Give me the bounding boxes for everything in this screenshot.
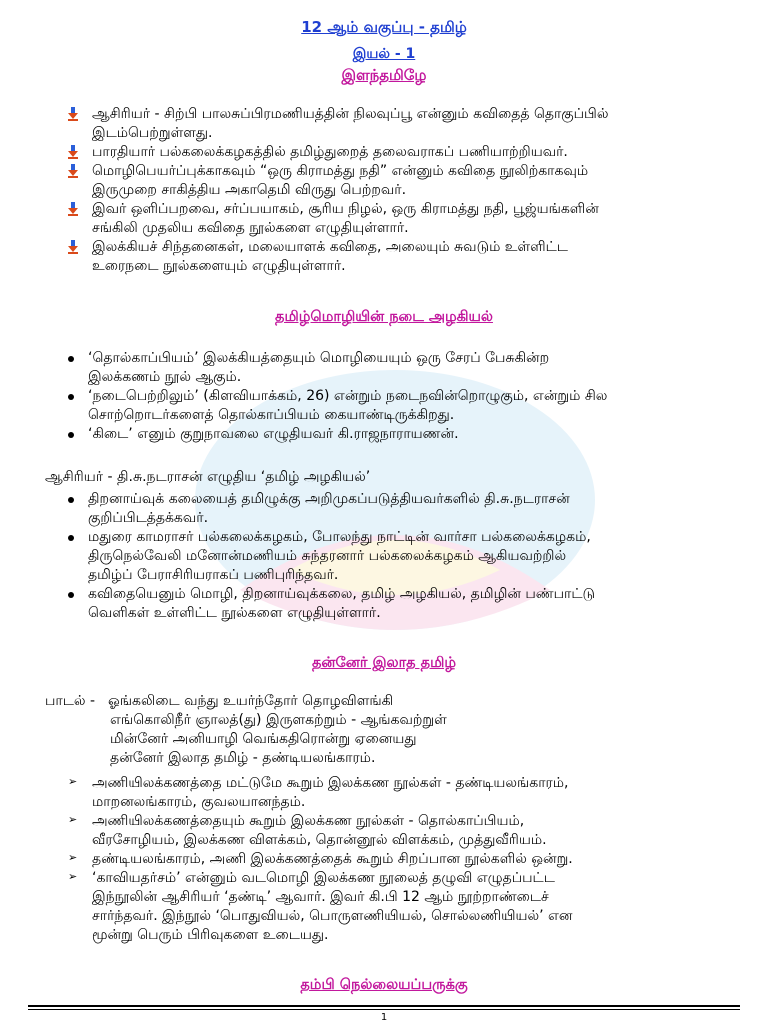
list-item-line: மாறனலங்காரம், குவலயானந்தம். [92, 794, 306, 810]
list-item-line: சார்ந்தவர். இந்நூல் ‘பொதுவியல், பொருளணியியல், சொல்லணியியல்’ என [92, 908, 573, 924]
list-item-line: ‘நடைபெற்றிலும்’ (கிளவியாக்கம், 26) என்றும் நடைநவின்றொழுகும், என்றும் சில [88, 388, 608, 404]
list-item-line: பாரதியார் பல்கலைக்கழகத்தில் தமிழ்துறைத் தலைவராகப் பணியாற்றியவர். [92, 144, 568, 160]
list-item-line: சொற்றொடர்களைத் தொல்காப்பியம் கையாண்டிருக்கிறது. [88, 407, 455, 423]
list-item-line: மொழிபெயர்ப்புக்காகவும் “ஒரு கிராமத்து நதி” என்னும் கவிதை நூலிற்காகவும் [92, 163, 589, 179]
arrow-bullet-icon [68, 240, 78, 254]
dot-bullet-icon [68, 497, 74, 503]
footer-rule-top [28, 1005, 740, 1007]
lesson-title: இளந்தமிழே [341, 66, 427, 84]
list-item-line: அணியிலக்கணத்தையும் கூறும் இலக்கண நூல்கள் - தொல்காப்பியம், [92, 813, 525, 829]
list-item-line: ஆசிரியர் - சிற்பி பாலசுப்பிரமணியத்தின் நிலவுப்பூ என்னும் கவிதைத் தொகுப்பில் [92, 106, 609, 122]
poem-line: எங்கொலிநீர் ஞாலத்(து) இருளகற்றும் - ஆங்கவற்றுள் [110, 712, 447, 728]
arrow-bullet-icon [68, 202, 78, 216]
unit-label: இயல் - 1 [352, 46, 416, 62]
list-item-line: இடம்பெற்றுள்ளது. [92, 125, 213, 141]
poem-line: மின்னேர் அனியாழி வெங்கதிரொன்று ஏனையது [110, 731, 417, 747]
arrowhead-bullet-icon: ➢ [68, 851, 78, 864]
list-item-line: இவர் ஒளிப்பறவை, சர்ப்பயாகம், சூரிய நிழல், ஒரு கிராமத்து நதி, பூஜ்யங்களின் [92, 201, 599, 217]
list-item-line: ‘தொல்காப்பியம்’ இலக்கியத்தையும் மொழியையும் ஒரு சேரப் பேசுகின்ற [88, 350, 550, 366]
list-item-line: திறனாய்வுக் கலையைத் தமிழுக்கு அறிமுகப்படுத்தியவர்களில் தி.சு.நடராசன் [88, 491, 570, 507]
page-number: 1 [380, 1012, 388, 1023]
list-item-line: இந்நூலின் ஆசிரியர் ‘தண்டி’ ஆவார். இவர் கி.பி 12 ஆம் நூற்றாண்டைச் [92, 889, 549, 905]
footer-rule-bottom [28, 1009, 740, 1010]
list-item-line: மதுரை காமராசர் பல்கலைக்கழகம், போலந்து நாட்டின் வார்சா பல்கலைக்கழகம், [88, 529, 591, 545]
list-item-line: குறிப்பிடத்தக்கவர். [88, 510, 209, 526]
list-item-line: வீரசோழியம், இலக்கண விளக்கம், தொன்னூல் விளக்கம், முத்துவீரியம். [92, 832, 547, 848]
author-line: ஆசிரியர் - தி.சு.நடராசன் எழுதிய ‘தமிழ் அழகியல்’ [45, 469, 371, 485]
dot-bullet-icon [68, 356, 74, 362]
dot-bullet-icon [68, 394, 74, 400]
arrowhead-bullet-icon: ➢ [68, 813, 78, 826]
list-item-line: அணியிலக்கணத்தை மட்டுமே கூறும் இலக்கண நூல்கள் - தண்டியலங்காரம், [92, 775, 569, 791]
list-item-line: திருநெல்வேலி மனோன்மணியம் சுந்தரனார் பல்கலைக்கழகம் ஆகியவற்றில் [88, 548, 567, 564]
class-title: 12 ஆம் வகுப்பு - தமிழ் [301, 18, 467, 36]
list-item-line: இருமுறை சாகித்திய அகாதெமி விருது பெற்றவர். [92, 182, 407, 198]
list-item-line: தமிழ்ப் பேராசிரியராகப் பணிபுரிந்தவர். [88, 567, 339, 583]
list-item-line: மூன்று பெரும் பிரிவுகளை உடையது. [92, 927, 329, 943]
poem-label: பாடல் - [45, 693, 95, 709]
arrow-bullet-icon [68, 107, 78, 121]
list-item-line: உரைநடை நூல்களையும் எழுதியுள்ளார். [92, 258, 346, 274]
section-2-title: தமிழ்மொழியின் நடை அழகியல் [275, 309, 493, 325]
dot-bullet-icon [68, 535, 74, 541]
arrow-bullet-icon [68, 145, 78, 159]
arrowhead-bullet-icon: ➢ [68, 870, 78, 883]
list-item-line: தண்டியலங்காரம், அணி இலக்கணத்தைக் கூறும் சிறப்பான நூல்களில் ஒன்று. [92, 851, 573, 867]
list-item-line: ‘காவியதர்சம்’ என்னும் வடமொழி இலக்கண நூலைத் தழுவி எழுதப்பட்ட [92, 870, 555, 886]
poem-line: தன்னேர் இலாத தமிழ் - தண்டியலங்காரம். [110, 750, 376, 766]
poem-line: ஓங்கலிடை வந்து உயர்ந்தோர் தொழவிளங்கி [108, 693, 394, 709]
list-item-line: இலக்கியச் சிந்தனைகள், மலையாளக் கவிதை, அலையும் சுவடும் உள்ளிட்ட [92, 239, 568, 255]
arrowhead-bullet-icon: ➢ [68, 775, 78, 788]
list-item-line: வெளிகள் உள்ளிட்ட நூல்களை எழுதியுள்ளார். [88, 605, 381, 621]
section-4-title: தம்பி நெல்லையப்பருக்கு [300, 977, 468, 993]
dot-bullet-icon [68, 432, 74, 438]
list-item-line: இலக்கணம் நூல் ஆகும். [88, 369, 242, 385]
list-item-line: சங்கிலி முதலிய கவிதை நூல்களை எழுதியுள்ளார். [92, 220, 409, 236]
list-item-line: ‘கிடை’ எனும் குறுநாவலை எழுதியவர் கி.ராஜநாராயணன். [88, 426, 459, 442]
list-item-line: கவிதையெனும் மொழி, திறனாய்வுக்கலை, தமிழ் அழகியல், தமிழின் பண்பாட்டு [88, 586, 595, 602]
arrow-bullet-icon [68, 164, 78, 178]
section-3-title: தன்னேர் இலாத தமிழ் [311, 655, 457, 671]
dot-bullet-icon [68, 592, 74, 598]
